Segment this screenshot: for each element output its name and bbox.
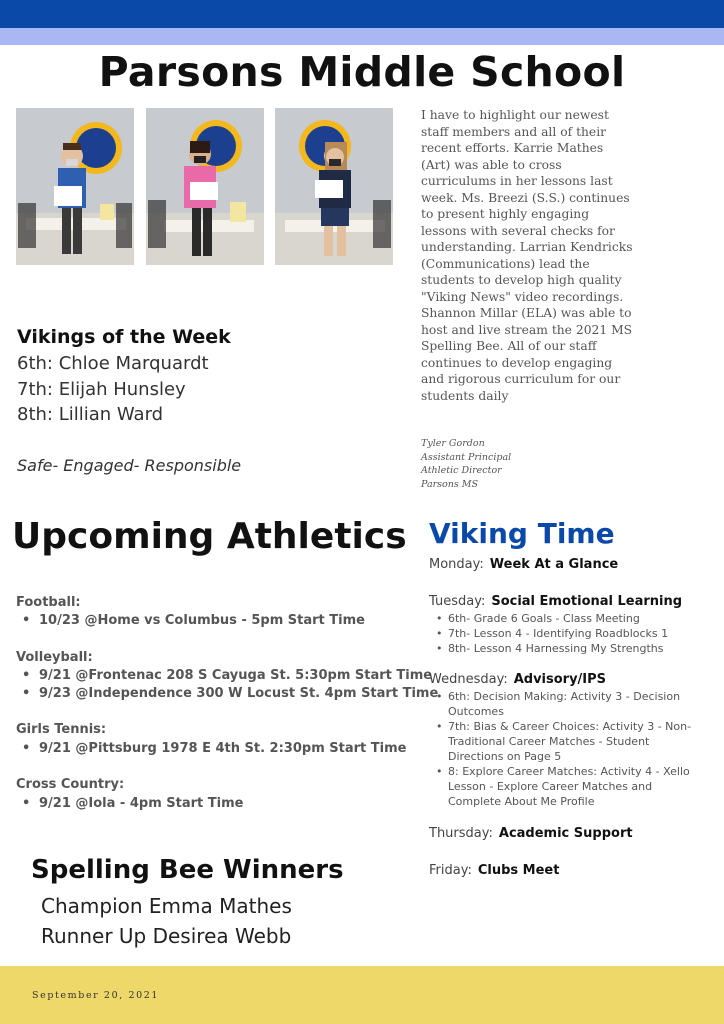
newsletter-date: September 20, 2021: [32, 990, 160, 1001]
viking-time-item: • 6th: Decision Making: Activity 3 - Decision Outcomes: [436, 690, 681, 718]
viking-time-heading: Viking Time: [429, 517, 615, 550]
sport-event: • 9/23 @Independence 300 W Locust St. 4pm Start Time: [22, 686, 439, 701]
vikings-of-week-heading: Vikings of the Week: [17, 326, 231, 348]
day-thursday: Thursday: Academic Support: [429, 826, 633, 841]
top-light-blue-band: [0, 28, 724, 45]
sport-football: Football:: [16, 595, 81, 610]
viking-time-item: • 8th- Lesson 4 Harnessing My Strengths: [436, 642, 664, 655]
signature-block: [421, 437, 511, 491]
viking-photo-6th: [16, 108, 134, 265]
athletics-heading: Upcoming Athletics: [12, 516, 407, 557]
day-tuesday: Tuesday: Social Emotional Learning: [429, 594, 683, 609]
school-motto: Safe- Engaged- Responsible: [17, 456, 242, 475]
sport-event: • 9/21 @Iola - 4pm Start Time: [22, 796, 244, 811]
spelling-bee-champion: Champion Emma Mathes: [41, 894, 292, 918]
staff-highlight-text: I have to highlight our newest staff members and all of their recent efforts. Karrie Mathes (Art) was able to cross curriculums in her lessons last week. Ms. Breezi (S.S.) continues to present highly engaging lessons with several checks for understanding. Larrian Kendricks (Communications) lead the students to develop high quality "Viking News" video recordings. Shannon Millar (ELA) was able to host and live stream the 2021 MS Spelling Bee. All of our staff continues to develop engaging and rigorous curriculum for our students daily: [421, 108, 633, 403]
signature-title-2: Athletic Director: [421, 465, 502, 476]
day-monday: Monday: Week At a Glance: [429, 557, 619, 572]
viking-time-item: • 6th- Grade 6 Goals - Class Meeting: [436, 612, 640, 625]
signature-school: Parsons MS: [421, 478, 479, 490]
day-friday: Friday: Clubs Meet: [429, 863, 560, 878]
sport-volleyball: Volleyball:: [16, 650, 93, 665]
sport-girls-tennis: Girls Tennis:: [16, 722, 107, 737]
sport-event: • 9/21 @Frontenac 208 S Cayuga St. 5:30pm Start Time: [22, 668, 433, 683]
day-wednesday: Wednesday: Advisory/IPS: [429, 672, 607, 687]
viking-photo-8th: [275, 108, 393, 265]
viking-time-item: • 7th: Bias & Career Choices: Activity 3 - Non-Traditional Career Matches - Student Directions on Page 5: [436, 720, 692, 763]
viking-time-item: • 7th- Lesson 4 - Identifying Roadblocks 1: [436, 627, 669, 640]
signature-title-1: Assistant Principal: [421, 451, 512, 463]
top-blue-band: [0, 0, 724, 28]
viking-7th: 7th: Elijah Hunsley: [17, 379, 186, 400]
sport-cross-country: Cross Country:: [16, 777, 125, 792]
sport-event: • 9/21 @Pittsburg 1978 E 4th St. 2:30pm Start Time: [22, 741, 407, 756]
signature-name: Tyler Gordon: [421, 438, 485, 449]
spelling-bee-runner-up: Runner Up Desirea Webb: [41, 924, 292, 948]
viking-photo-7th: [146, 108, 264, 265]
spelling-bee-heading: Spelling Bee Winners: [31, 855, 344, 885]
viking-6th: 6th: Chloe Marquardt: [17, 353, 209, 374]
sport-event: • 10/23 @Home vs Columbus - 5pm Start Time: [22, 613, 365, 628]
page-title: Parsons Middle School: [98, 48, 626, 96]
viking-time-item: • 8: Explore Career Matches: Activity 4 - Xello Lesson - Explore Career Matches and Complete About Me Profile: [436, 765, 690, 808]
viking-8th: 8th: Lillian Ward: [17, 404, 164, 425]
